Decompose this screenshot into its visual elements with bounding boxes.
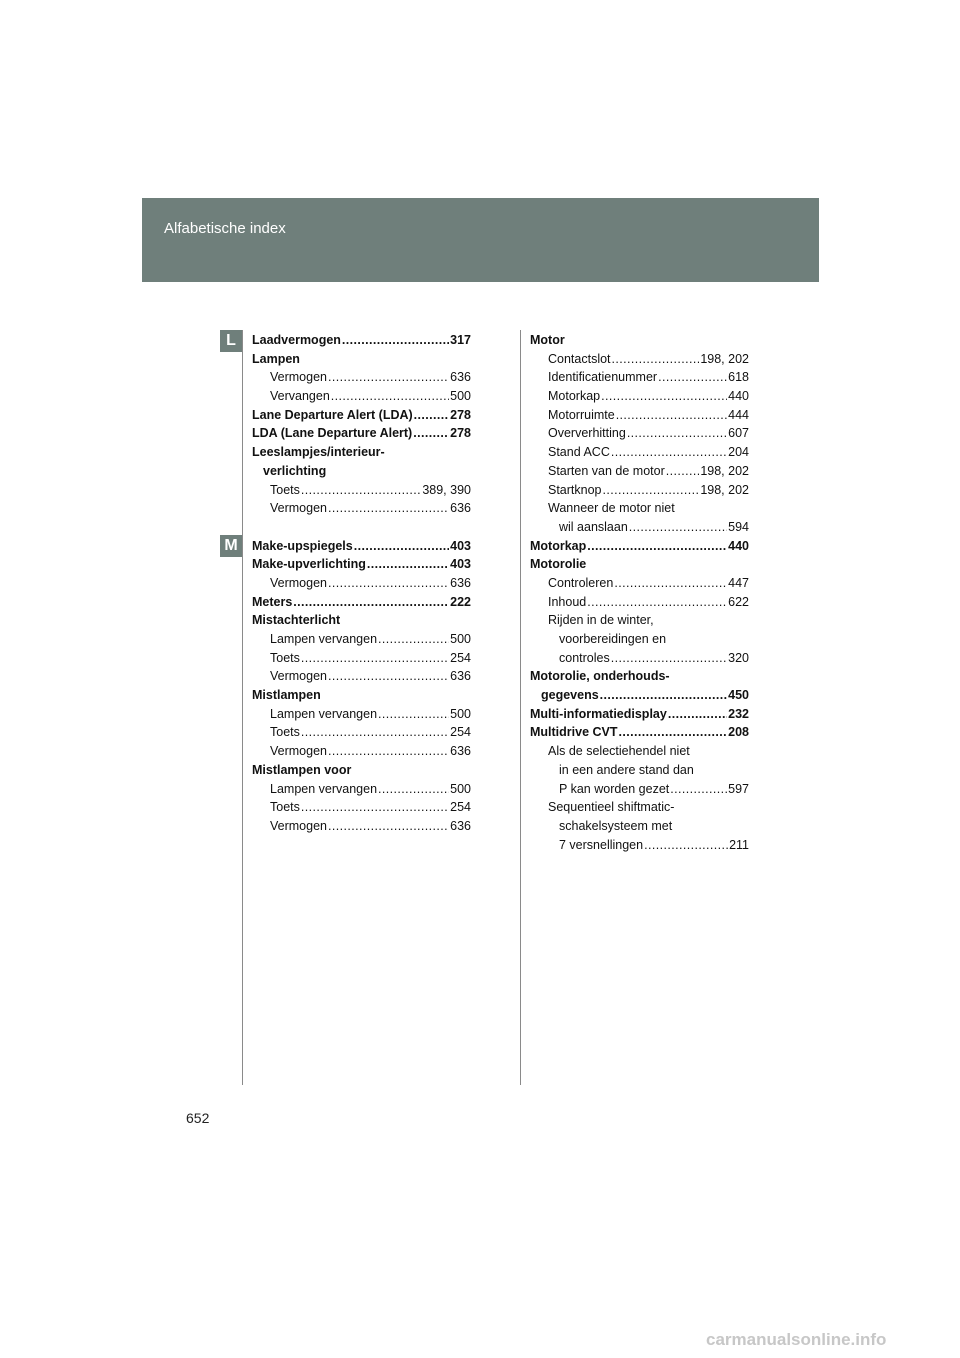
index-entry [252, 350, 471, 369]
index-entry [252, 705, 471, 724]
entry-term: Identificatienummer [548, 370, 658, 385]
entry-page-ref: 254 [450, 725, 471, 740]
entry-page-ref: 198, 202 [700, 351, 749, 366]
entry-term: Oververhitting [548, 426, 626, 441]
index-entry [252, 331, 471, 350]
entry-page-ref: 500 [450, 781, 471, 796]
entry-term: Motorkap [548, 389, 601, 404]
dot-leader [328, 742, 449, 761]
entry-term: Vermogen [270, 669, 327, 684]
entry-term: Laadvermogen [252, 333, 341, 347]
index-entry [530, 761, 749, 780]
index-entry [530, 350, 749, 369]
index-entry [252, 630, 471, 649]
dot-leader [328, 499, 449, 518]
index-entry [530, 331, 749, 350]
dot-leader [666, 462, 700, 481]
index-entry [530, 742, 749, 761]
index-entry [530, 686, 749, 705]
entry-term: Vermogen [270, 818, 327, 833]
dot-leader [611, 649, 727, 668]
entry-page-ref: 636 [450, 575, 471, 590]
dot-leader [413, 424, 449, 443]
entry-term: Mistlampen voor [252, 762, 352, 777]
letter-tab-m: M [220, 535, 242, 557]
entry-term: Vermogen [270, 370, 327, 385]
dot-leader [354, 537, 449, 556]
index-entry [252, 686, 471, 705]
entry-page-ref: 597 [728, 781, 749, 796]
index-entry [252, 667, 471, 686]
index-entry [530, 443, 749, 462]
entry-term: Lane Departure Alert (LDA) [252, 407, 413, 422]
entry-term: Mistachterlicht [252, 613, 341, 628]
index-entry [252, 798, 471, 817]
index-column-right [530, 331, 749, 854]
entry-term: schakelsysteem met [559, 818, 673, 833]
entry-page-ref: 403 [450, 557, 471, 572]
index-entry [530, 780, 749, 799]
entry-term: Leeslampjes/interieur- [252, 445, 385, 460]
entry-term: Toets [270, 725, 300, 740]
page-number: 652 [186, 1110, 210, 1126]
index-entry [252, 780, 471, 799]
index-entry [252, 537, 471, 556]
entry-page-ref: 317 [450, 333, 471, 347]
entry-page-ref: 440 [728, 538, 749, 553]
entry-page-ref: 204 [728, 445, 749, 460]
entry-page-ref: 500 [450, 389, 471, 404]
entry-page-ref: 636 [450, 501, 471, 516]
entry-term: wil aanslaan [559, 519, 628, 534]
index-entry [530, 499, 749, 518]
index-entry [252, 499, 471, 518]
dot-leader [301, 481, 421, 500]
index-entry [530, 518, 749, 537]
dot-leader [328, 817, 449, 836]
entry-term: Make-upverlichting [252, 557, 366, 572]
entry-term: Startknop [548, 482, 602, 497]
dot-leader [293, 593, 449, 612]
index-entry [530, 481, 749, 500]
index-entry [530, 537, 749, 556]
entry-page-ref: 208 [728, 725, 749, 740]
dot-leader [301, 723, 449, 742]
entry-term: Motorkap [530, 538, 587, 553]
entry-term: Lampen [252, 351, 300, 366]
index-entry [252, 611, 471, 630]
entry-term: controles [559, 650, 610, 665]
entry-term: in een andere stand dan [559, 762, 694, 777]
index-entry [530, 705, 749, 724]
index-entry [252, 574, 471, 593]
entry-page-ref: 450 [728, 688, 749, 703]
dot-leader [328, 368, 449, 387]
entry-term: Make-upspiegels [252, 538, 353, 553]
entry-term: Starten van de motor [548, 463, 665, 478]
dot-leader [378, 705, 449, 724]
entry-term: Inhoud [548, 594, 587, 609]
index-entry [530, 424, 749, 443]
entry-page-ref: 254 [450, 800, 471, 815]
entry-page-ref: 447 [728, 575, 749, 590]
page-header [142, 198, 819, 282]
entry-page-ref: 320 [728, 650, 749, 665]
dot-leader [603, 481, 700, 500]
index-entry [252, 593, 471, 612]
entry-page-ref: 198, 202 [700, 463, 749, 478]
index-entry [530, 387, 749, 406]
dot-leader [378, 780, 449, 799]
entry-term: Lampen vervangen [270, 781, 378, 796]
entry-page-ref: 232 [728, 706, 749, 721]
header-title: Alfabetische index [164, 220, 286, 237]
entry-term: Rijden in de winter, [548, 613, 654, 628]
index-entry [530, 667, 749, 686]
entry-term: Vermogen [270, 575, 327, 590]
dot-leader [616, 406, 727, 425]
entry-term: Contactslot [548, 351, 611, 366]
entry-term: Vermogen [270, 744, 327, 759]
entry-term: verlichting [263, 463, 327, 478]
entry-term: Sequentieel shiftmatic- [548, 800, 675, 815]
watermark: carmanualsonline.info [706, 1330, 887, 1349]
entry-term: Multidrive CVT [530, 725, 618, 740]
entry-term: Lampen vervangen [270, 632, 378, 646]
entry-page-ref: 254 [450, 650, 471, 665]
entry-term: Toets [270, 482, 300, 497]
entry-term: Lampen vervangen [270, 706, 378, 721]
entry-term: Meters [252, 594, 293, 609]
dot-leader [629, 518, 727, 537]
index-entry [252, 761, 471, 780]
index-entry [252, 443, 471, 462]
entry-page-ref: 594 [728, 519, 749, 534]
entry-page-ref: 278 [450, 407, 471, 422]
index-entry [252, 649, 471, 668]
entry-page-ref: 500 [450, 706, 471, 721]
dot-leader [614, 574, 727, 593]
dot-leader [644, 836, 728, 855]
index-entry [530, 723, 749, 742]
index-entry [530, 836, 749, 855]
dot-leader [619, 723, 728, 742]
dot-leader [367, 555, 449, 574]
entry-page-ref: 622 [728, 594, 749, 609]
dot-leader [611, 443, 727, 462]
dot-leader [612, 350, 700, 369]
dot-leader [301, 649, 449, 668]
entry-term: Stand ACC [548, 445, 610, 460]
entry-page-ref: 636 [450, 818, 471, 833]
index-entry [252, 387, 471, 406]
entry-term: Mistlampen [252, 688, 321, 703]
entry-page-ref: 440 [728, 389, 749, 404]
entry-term: voorbereidingen en [559, 632, 667, 646]
index-entry [252, 424, 471, 443]
entry-term: gegevens [541, 688, 599, 703]
entry-term: Motorolie [530, 557, 587, 572]
entry-page-ref: 618 [728, 370, 749, 385]
entry-term: Wanneer de motor niet [548, 501, 675, 516]
column-divider [520, 330, 521, 1085]
entry-page-ref: 403 [450, 538, 471, 553]
dot-leader [668, 705, 727, 724]
entry-page-ref: 636 [450, 744, 471, 759]
index-entry [252, 481, 471, 500]
index-entry [530, 611, 749, 630]
index-entry [530, 798, 749, 817]
index-entry [530, 406, 749, 425]
dot-leader [414, 406, 449, 425]
entry-page-ref: 500 [450, 632, 471, 646]
dot-leader [587, 593, 727, 612]
index-entry [252, 406, 471, 425]
entry-page-ref: 389, 390 [422, 482, 471, 497]
index-entry [252, 368, 471, 387]
dot-leader [658, 368, 727, 387]
index-entry [530, 593, 749, 612]
index-entry [530, 555, 749, 574]
index-entry [530, 462, 749, 481]
left-margin-rule [242, 330, 243, 1085]
index-entry [530, 574, 749, 593]
entry-page-ref: 607 [728, 426, 749, 441]
entry-term: Motor [530, 333, 565, 347]
dot-leader [328, 667, 449, 686]
dot-leader [670, 780, 727, 799]
entry-page-ref: 636 [450, 669, 471, 684]
index-entry [530, 630, 749, 649]
entry-page-ref: 444 [728, 407, 749, 422]
entry-page-ref: 222 [450, 594, 471, 609]
dot-leader [378, 630, 449, 649]
entry-term: Vervangen [270, 389, 330, 404]
entry-term: 7 versnellingen [559, 837, 644, 852]
dot-leader [601, 387, 727, 406]
letter-tab-l: L [220, 330, 242, 352]
entry-term: Multi-informatiedisplay [530, 706, 667, 721]
entry-page-ref: 278 [450, 426, 471, 441]
index-entry [252, 817, 471, 836]
index-entry [252, 555, 471, 574]
entry-term: Controleren [548, 575, 614, 590]
index-entry [530, 817, 749, 836]
entry-term: Toets [270, 650, 300, 665]
dot-leader [587, 537, 727, 556]
index-entry [252, 462, 471, 481]
dot-leader [331, 387, 449, 406]
dot-leader [342, 331, 449, 350]
entry-page-ref: 198, 202 [700, 482, 749, 497]
entry-term: Toets [270, 800, 300, 815]
index-entry [530, 649, 749, 668]
entry-page-ref: 636 [450, 370, 471, 385]
entry-term: Motorolie, onderhouds- [530, 669, 670, 684]
dot-leader [301, 798, 449, 817]
entry-term: Vermogen [270, 501, 327, 516]
section-gap [252, 518, 471, 537]
dot-leader [600, 686, 727, 705]
entry-term: Als de selectiehendel niet [548, 744, 690, 759]
dot-leader [328, 574, 449, 593]
dot-leader [627, 424, 727, 443]
entry-term: P kan worden gezet [559, 781, 670, 796]
index-entry [252, 742, 471, 761]
entry-term: LDA (Lane Departure Alert) [252, 426, 413, 441]
entry-term: Motorruimte [548, 407, 615, 422]
index-entry [252, 723, 471, 742]
index-column-left [252, 331, 471, 836]
index-entry [530, 368, 749, 387]
entry-page-ref: 211 [729, 837, 749, 852]
